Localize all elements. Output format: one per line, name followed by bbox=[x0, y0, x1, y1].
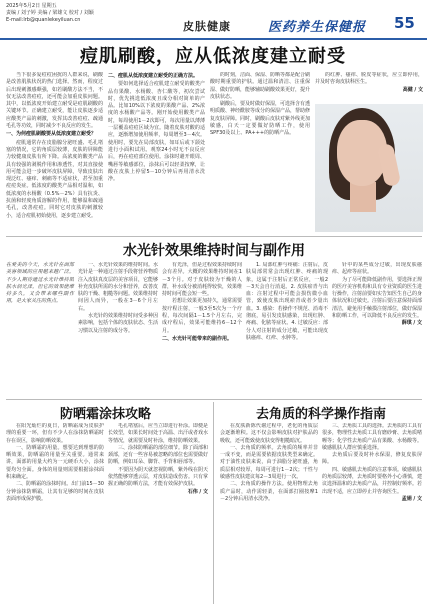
article3-title: 防晒霜涂抹攻略 bbox=[59, 407, 151, 422]
page-number: 55 bbox=[394, 14, 415, 32]
header-meta bbox=[6, 3, 94, 24]
article1-title: 痘肌刷酸，应从低浓度建立耐受 bbox=[80, 46, 346, 67]
email-line: E-mail:lrb@quanlekeyiluan.cn bbox=[6, 17, 81, 23]
article1-column-4-top: 的红肿、瘙痒、脱皮等症状，应立即停用，并及时咨询皮肤科医生。 高健 / 文 bbox=[315, 72, 423, 93]
date-line: 2025年5月2日 星期五 bbox=[6, 3, 57, 9]
article4-column-1: 在皮肤新陈代谢过程中，老化的角质层会逐渐堆积。这不仅会影响皮肤对护肤品的吸收，还可能致使皮肤变得粗糙暗沉。 一、去角质的频率。去角质的频率并非一成不变，而是需要依据皮肤类型来确定。对于油性皮肤来说，由于油脂分泌旺盛，角质层相对较厚，每周可进行1－2次；干性与敏感性皮肤建议每2－3周进行一次。 二、去角质的操作方法。使用物理去角质产品时，动作需轻柔，在面部打圈按摩1－2分钟后用清水洗净。 bbox=[220, 423, 318, 502]
article2-intro: 在爱美的今天，水光针在面部美容领域的应用越来越广泛。不少人期待通过水光针维持肌肤水润光泽，但它的效果能维持多久，又会带来哪些副作用，是大家关注的焦点。 bbox=[6, 262, 74, 305]
section-title: 皮肤健康 bbox=[183, 20, 231, 33]
article2-column-3: 1. 局部红肿与疼痛：注射后，皮肤局部常常会出现红肿、疼痛的现象，这属于注射后正常反应，一般2－3天会自行消退。2. 皮肤瘀青与出血：注射过程中可能会损伤微小血管，致使皮肤出现瘀青或者少量出血。3. 感染：若操作不规范、消毒不彻底，易引发皮肤感染，出现红肿、疼痛、化脓等症状。4. 过敏反应：部分人对注射的成分过敏，可能出现皮肤瘙痒、红疹、水肿等。 bbox=[246, 262, 328, 341]
article4-column-2: 三、去角质工具的选择。去角质的工具有很多，物理性去角质工具有磨砂膏、去角质啫喱等；化学性去角质产品有果酸、水杨酸等。敏感肌肤人群应慎重选择。 去角质后要及时补水保湿，修复皮肤屏障。 四、敏感肌去角质的注意事项。敏感肌肤的角质层较薄，去角质时要格外小心谨慎，建议选择温和的去角质产品，并控制好频率。若出现不适，应立即停止并咨询医生。 孟娟 / 文 bbox=[322, 423, 422, 502]
article1-subheading-2: 二、痘肌从低浓度建立耐受的正确方法。 bbox=[108, 73, 199, 79]
article2-author: 薛琪 / 文 bbox=[401, 320, 422, 327]
article2-subheading: 二、水光针可能带来的副作用。 bbox=[162, 335, 233, 342]
page-header bbox=[0, 0, 427, 40]
vertical-divider bbox=[213, 402, 214, 604]
photo-neck bbox=[350, 182, 376, 212]
article4-title: 去角质的科学操作指南 bbox=[255, 407, 386, 422]
article1-subheading-1: 一、为何痘肌刷酸要从低浓度建立耐受？ bbox=[6, 131, 97, 138]
divider-2 bbox=[6, 399, 422, 400]
article1-column-2: 二、痘肌从低浓度建立耐受的正确方法。 要如何选择适合痘肌建立耐受的酸类产品有果酸、水杨酸、杏仁酸等，初次尝试时，优先挑选低浓度且成分相对简单的产品。比如10%以下浓度的果酸产品、2%浓度的水杨酸产品等。刚开始使用酸类产品时，每周使用1－2次即可，每次用量以薄薄一层覆盖痘痘区域为宜。随着皮肤对酸的适应，逐渐增加使用频率，每周增至3－4次。使用时，要先在局部皮肤，如耳后或下颌处进行小面积试用。观察24小时无不良反应后，再在痘痘部位使用。涂抹时避开眼周、嘴唇等敏感部位，涂抹后可以轻柔按摩，让酸在皮肤上停留5－10分钟后再用清水洗净。 bbox=[108, 73, 205, 183]
edit-line: 责编 / 刘子婷 美编 / 梁雄文 校对 / 刘颖 bbox=[6, 10, 94, 16]
article3-author: 石伟 / 文 bbox=[187, 488, 208, 495]
paper-name: 医药养生保健报 bbox=[268, 20, 367, 35]
article1-column-1: 当下很多爱痘痘困扰的人群来说，刷酸是改善肌肤状况的热门选择。然而，程度过后出现刺激感颇强，如若刷酸方法不当，不仅无法改善痘痘，还可能会加重皮肤问题。其中，以低浓度开始建立耐受是痘肌刷酸的关键环节。正确建立耐受，能让皮肤逐步适应酸类产品的刺激，发挥其改善痘痘、疏通毛孔等功效，同时减少不良反应的发生。 一、为何痘肌刷酸要从低浓度建立耐受？ 痘肌通常存在皮脂腺分泌旺盛、毛孔堵塞的情况，它的角质层较薄，皮肤的屏障能力较健康皮肤有所下降。高浓度的酸类产品具有较强的剥脱作用和渗透性，对其直接使用可能会进一步破坏皮肤屏障，导致皮肤出现泛红、瘙痒、刺痛等不适症状，甚至加重痘痘炎症。低浓度的酸类产品相对温和，如低浓度的水杨酸（0.5%－2%）具有抗炎、抗菌和轻度角质溶解的作用，能够温和疏通毛孔，改善痘痘。同时它对皮肤的刺激较小，适合痘肌初始使用，逐步建立耐受。 bbox=[6, 72, 103, 219]
article1-author: 高健 / 文 bbox=[402, 86, 423, 93]
article2-column-1: 一、水光针效果的维持时间。水光针是一种通过注射手段将营养物质注入皮肤真皮层的美容项目，它能够补充皮肤所需的水分和营养，改善皮肤的干燥、粗糙等问题。效果维持时间因人而异，一般在3－6个月左右。 水光针的效果维持时间受多种因素影响，包括个体的皮肤状态、生活习惯以及注射的成分等。 bbox=[78, 262, 158, 334]
article4-author: 孟娟 / 文 bbox=[401, 495, 422, 502]
woman-face-photo bbox=[315, 104, 423, 232]
article3-column-1: 在阳光灿烂的夏日，防晒霜成为皮肤护理的重要一环，但有不少人在涂抹防晒霜时存在误区，影响防晒效果。 一、防晒霜的用量。想要达到理想的防晒效果，防晒霜的用量至关重要。通常来讲，面部的用量大约为一元硬币大小，涂抹要均匀全面。身体的用量则需要根据涂抹面积来确定。 二、防晒霜的涂抹时间。出门前15－30分钟涂抹防晒霜，让其有足够的时间在皮肤表面形成保护膜。 bbox=[6, 423, 104, 502]
article3-column-2: 毛孔堵塞后，应当立即进行补涂。即便是长效型，如果长时间处于高温、出汗或者戏水等情况，就需要及时补涂，维持防晒效果。 三、涂抹防晒霜的部位细节。除了面部和颈部，还有一些容易被忽略的部位也需要做好防晒，例如耳朵、脚背、手背和唇部等。 不要因为阴天就忽视防晒，紫外线在阴天依然能够穿透云层，对皮肤造成伤害。只有掌握正确的防晒方法，才能有效保护皮肤。 石伟 / 文 bbox=[108, 423, 208, 495]
article2-title: 水光针效果维持时间与副作用 bbox=[123, 243, 305, 259]
article2-column-2: 有光泽，但是过程效果持续时间会有差异。大概的效果维持时间在1－3个月。对于皮肤较为干燥的人群，补水成分被消耗得较快，效果维持时间可能会短一些。 若想让效果更加持久，通常需要按疗程注射，一般3至5次为一个疗程，每次间隔1－1.5个月左右，完成疗程后，效果可能维持6－12个月。 二、水光针可能带来的副作用。 bbox=[162, 262, 242, 342]
divider bbox=[6, 236, 422, 237]
article2-column-4: 针中的某些成分过敏，出现皮肤瘙痒、起疹等症状。 为了尽可能降低副作用，要选择正规的医疗美容机构和具有专业资质的医生进行操作，注射前要如实告知医生自己的身体状况和过敏史。注射后要注意保持面部清洁，避免用手触摸注射部位，做好保湿和防晒工作，可以降低不良反应的发生。 薛琪 / 文 bbox=[332, 262, 422, 327]
article1-column-3: 的时刻，洁面、保湿、防晒等都是配合刷酸时期重要的护肤。通过温和清洁、注重保湿、做好防晒，能够辅助刷酸效果更好，提升皮肤状态。 刷酸后，要及时做好保湿，可选择含有透明质酸、神经酰胺等成分的保湿产品，帮助修复皮肤屏障。同时，刷酸后皮肤对紫外线更加敏感，白天一定要做好防晒工作，使用SPF30及以上、PA+++的防晒产品。 bbox=[210, 72, 310, 137]
